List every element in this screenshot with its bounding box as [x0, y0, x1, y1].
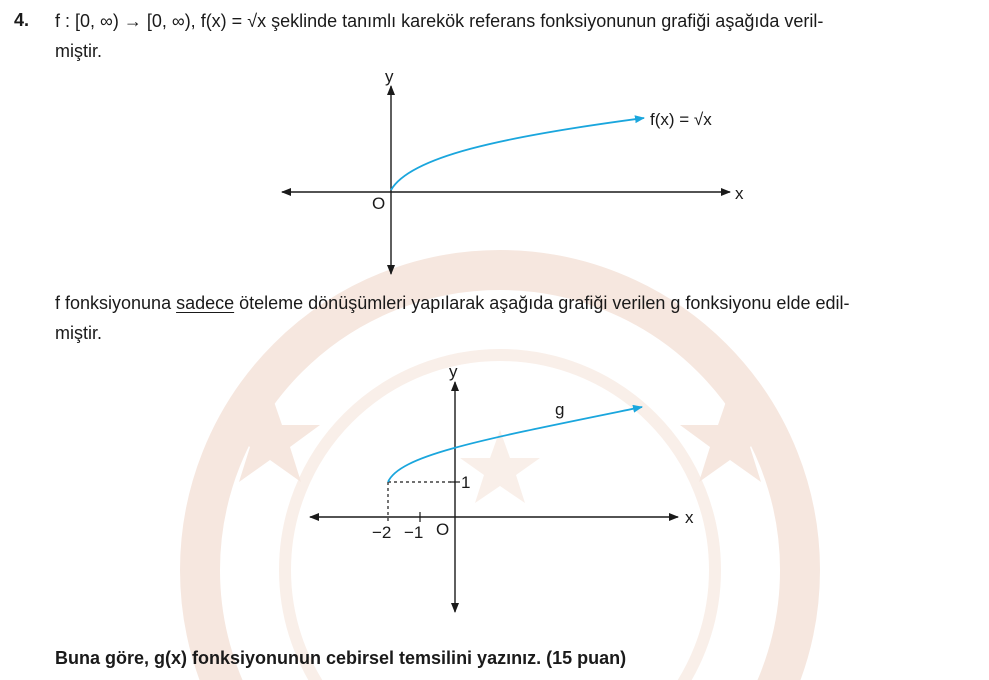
graph-f — [270, 62, 770, 282]
x-axis-label: x — [735, 184, 744, 203]
question-number: 4. — [14, 10, 30, 30]
y-axis-label: y — [449, 362, 458, 381]
question-line-2: miştir. — [55, 41, 102, 61]
question-line-4: miştir. — [55, 323, 102, 343]
g-curve — [388, 407, 642, 482]
origin-label: O — [436, 520, 450, 539]
curve-label: f(x) = √x — [650, 110, 712, 129]
curve-label: g — [555, 400, 565, 419]
tick-label-x-minus-2: −2 — [372, 523, 392, 542]
question-line-3: f fonksiyonuna sadece öteleme dönüşümleri yapılarak aşağıda grafiği verilen g fonksiyonu elde edil- — [55, 293, 850, 313]
origin-label: O — [372, 194, 386, 213]
question-prompt: Buna göre, g(x) fonksiyonunun cebirsel temsilini yazınız. (15 puan) — [55, 648, 627, 668]
sqrt-curve — [391, 118, 644, 190]
x-axis-label: x — [685, 508, 694, 527]
question-line-1: f : [0, ∞) → [0, ∞), f(x) = √x şeklinde tanımlı karekök referans fonksiyonunun grafiği aşağıda veril- — [55, 11, 824, 31]
tick-label-x-minus-1: −1 — [404, 523, 424, 542]
graph-g — [300, 358, 720, 620]
tick-label-y-1: 1 — [461, 473, 471, 492]
y-axis-label: y — [385, 67, 394, 86]
emphasis-sadece: sadece — [176, 293, 235, 313]
